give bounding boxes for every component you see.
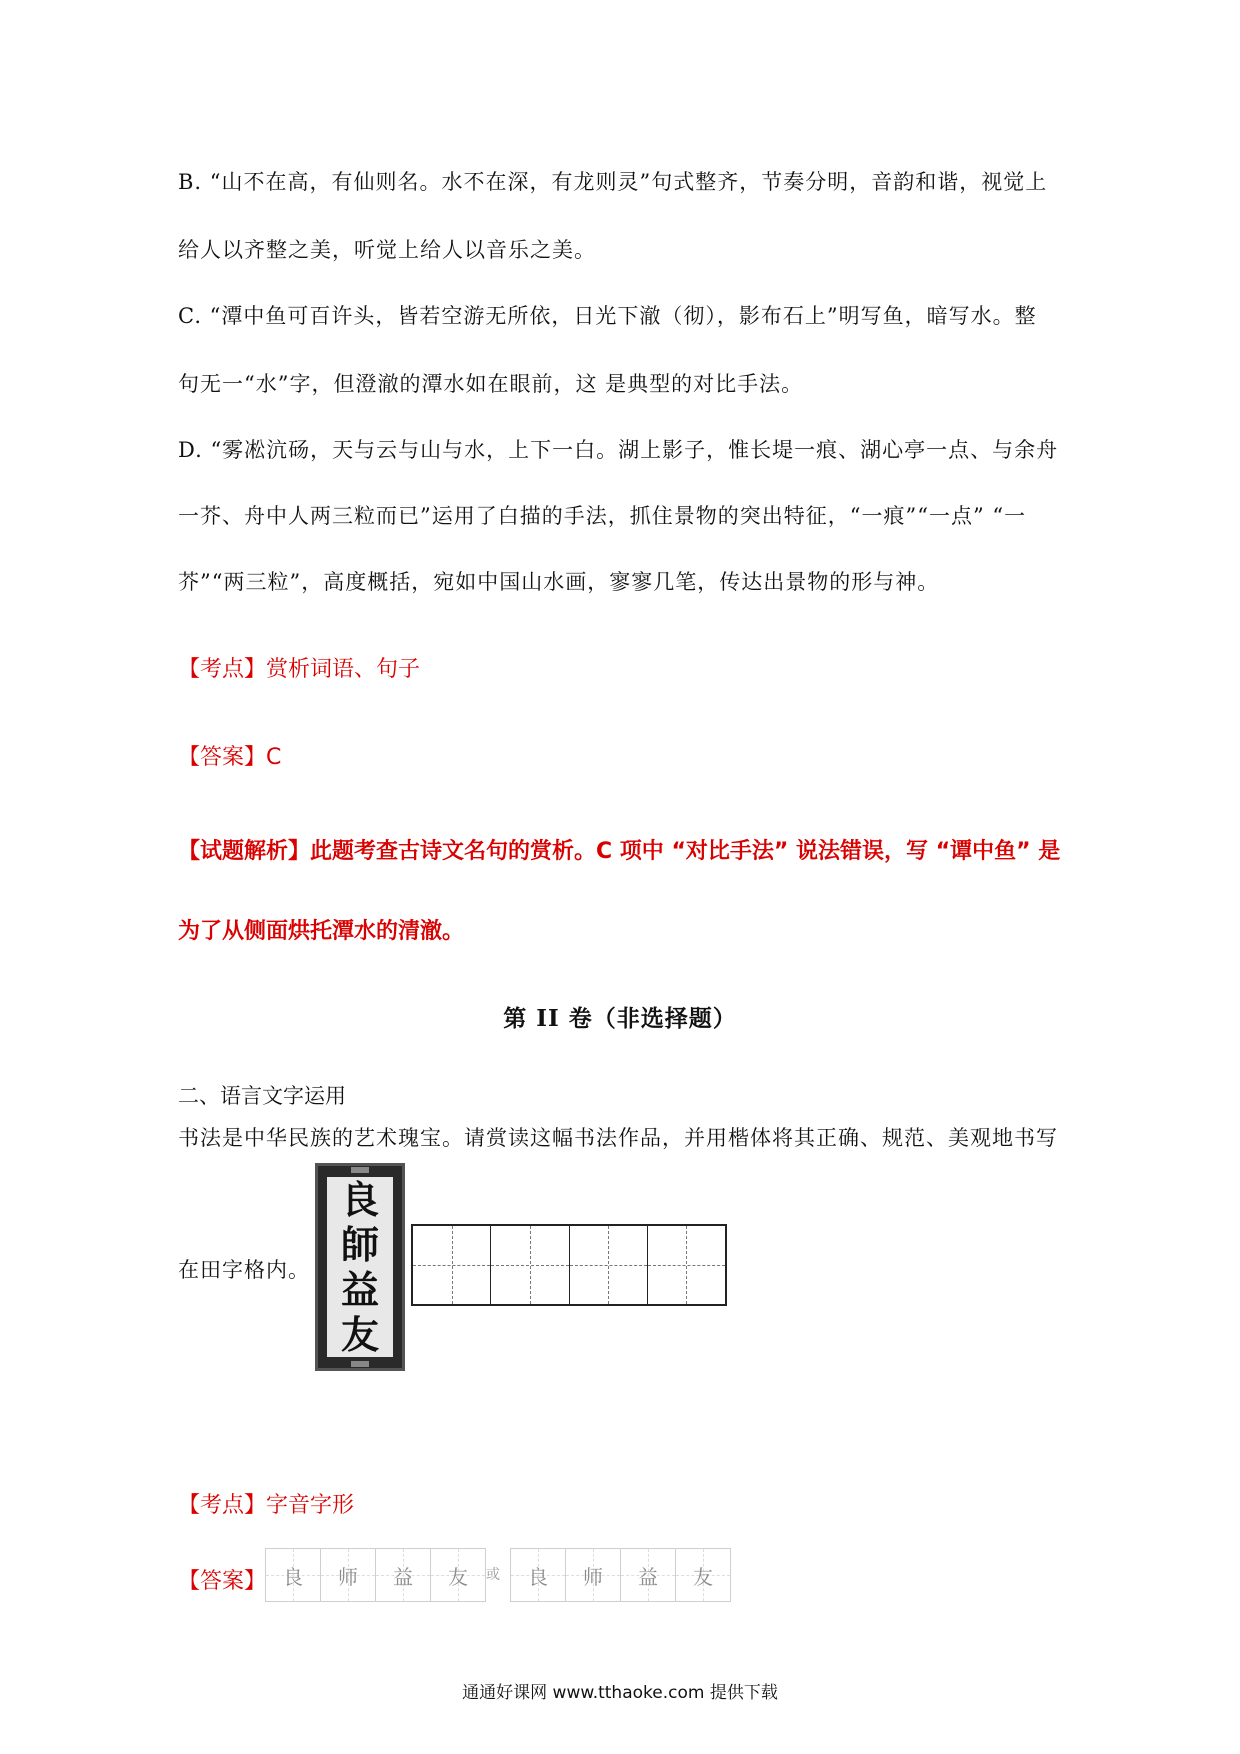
- option-d-line3: 芥”“两三粒”，高度概括，宛如中国山水画，寥寥几笔，传达出景物的形与神。: [178, 570, 940, 594]
- answer-cell: 友: [431, 1549, 485, 1601]
- answer-cell: 师: [566, 1549, 621, 1601]
- option-b-line1: B. “山不在高，有仙则名。水不在深，有龙则灵”句式整齐，节奏分明，音韵和谐，视觉上: [178, 170, 1048, 194]
- calligraphy-scroll-image: [315, 1163, 405, 1371]
- answer-cell: 师: [321, 1549, 376, 1601]
- option-c-line1: C. “潭中鱼可百许头，皆若空游无所依，日光下澈（彻），影布石上”明写鱼，暗写水。整: [178, 304, 1037, 328]
- page-footer: 通通好课网 www.tthaoke.com 提供下载: [462, 1683, 778, 1703]
- option-b-line2: 给人以齐整之美，听觉上给人以音乐之美。: [178, 238, 596, 262]
- section-heading: 第 II 卷（非选择题）: [503, 1005, 737, 1032]
- q2-answer-label: 【答案】: [178, 1569, 267, 1594]
- tianzige-writing-grid[interactable]: [411, 1224, 727, 1306]
- q1-explanation-line2: 为了从侧面烘托潭水的清澈。: [178, 919, 465, 944]
- calligraphy-char: 益: [340, 1266, 379, 1312]
- answer-cell: 益: [376, 1549, 431, 1601]
- q2-prompt-line1: 书法是中华民族的艺术瑰宝。请赏读这幅书法作品，并用楷体将其正确、规范、美观地书写: [178, 1126, 1058, 1150]
- calligraphy-char: 師: [340, 1221, 379, 1267]
- grid-cell[interactable]: [491, 1226, 569, 1304]
- grid-cell[interactable]: [570, 1226, 648, 1304]
- answer-grid-b: [510, 1548, 731, 1602]
- q1-kaodian: 【考点】赏析词语、句子: [178, 657, 421, 682]
- answer-cell: 良: [266, 1549, 321, 1601]
- q2-kaodian: 【考点】字音字形: [178, 1493, 355, 1518]
- q2-title: 二、语言文字运用: [178, 1084, 346, 1108]
- calligraphy-char: 良: [340, 1176, 379, 1222]
- q1-explanation-line1: 【试题解析】此题考查古诗文名句的赏析。C 项中 “对比手法” 说法错误，写 “谭中鱼” 是: [178, 839, 1061, 864]
- option-d-line2: 一芥、舟中人两三粒而已”运用了白描的手法，抓住景物的突出特征，“一痕”“一点” “一: [178, 504, 1027, 528]
- option-d-line1: D. “雾凇沆砀，天与云与山与水，上下一白。湖上影子，惟长堤一痕、湖心亭一点、与余舟: [178, 438, 1059, 462]
- q2-prompt-line2: 在田字格内。: [178, 1258, 310, 1282]
- answer-grid-a: [265, 1548, 486, 1602]
- grid-cell[interactable]: [648, 1226, 725, 1304]
- grid-cell[interactable]: [413, 1226, 491, 1304]
- answer-cell: 良: [511, 1549, 566, 1601]
- q1-answer: 【答案】C: [178, 745, 282, 770]
- answer-or: 或: [486, 1567, 500, 1583]
- answer-cell: 友: [676, 1549, 730, 1601]
- calligraphy-char: 友: [340, 1311, 379, 1357]
- answer-cell: 益: [621, 1549, 676, 1601]
- option-c-line2: 句无一“水”字，但澄澈的潭水如在眼前，这 是典型的对比手法。: [178, 372, 804, 396]
